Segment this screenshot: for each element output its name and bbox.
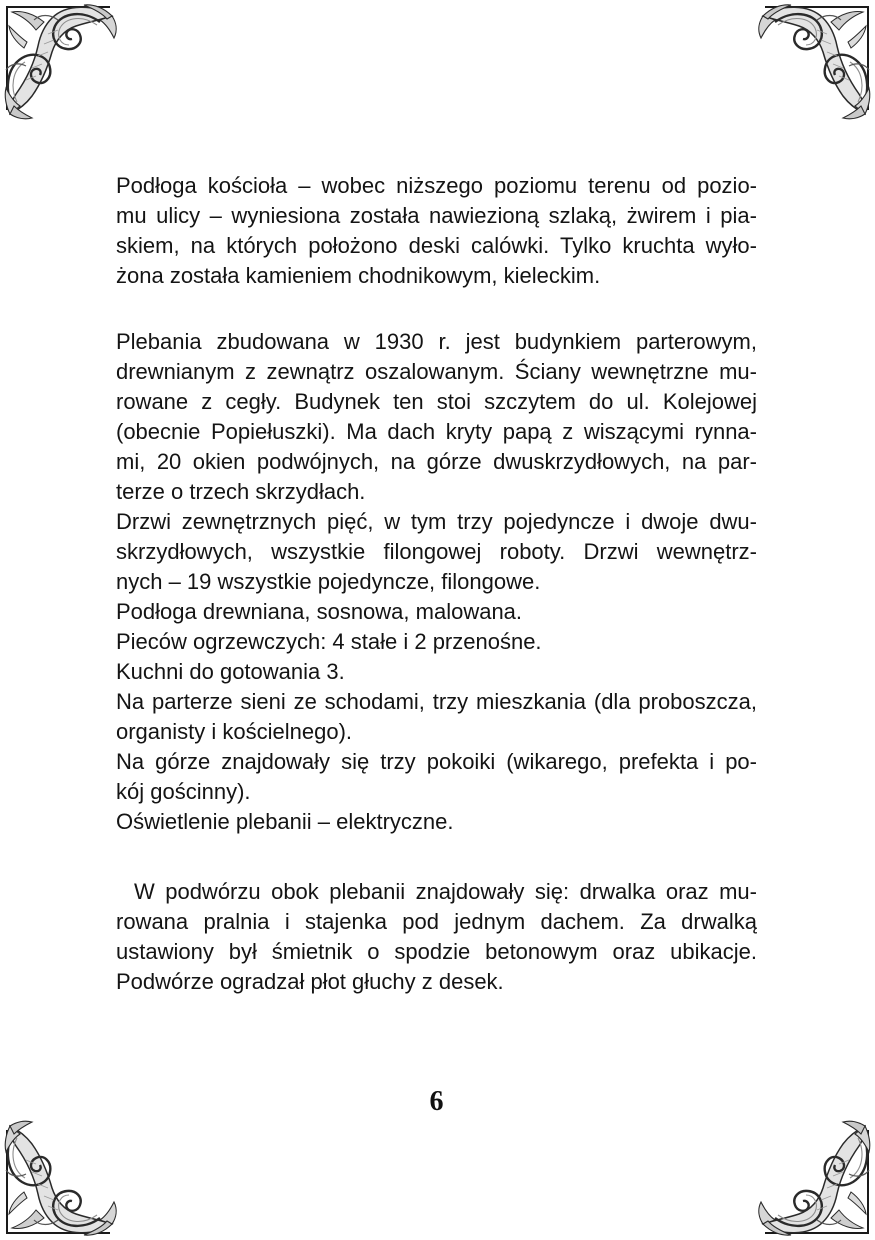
text-line: skrzydłowych, wszystkie filongowej roboty. Drzwi wewnętrz- bbox=[116, 539, 757, 564]
text-line: Na parterze sieni ze schodami, trzy mieszkania (dla proboszcza, bbox=[116, 689, 757, 714]
paragraph-floor bbox=[116, 171, 757, 291]
text-line: Na górze znajdowały się trzy pokoiki (wikarego, prefekta i po- bbox=[116, 749, 757, 774]
text-line: Drzwi zewnętrznych pięć, w tym trzy pojedyncze i dwoje dwu- bbox=[116, 509, 757, 534]
text-line: Pieców ogrzewczych: 4 stałe i 2 przenośne. bbox=[116, 629, 542, 654]
text-line: organisty i kościelnego). bbox=[116, 719, 353, 744]
text-line: nych – 19 wszystkie pojedyncze, filongowe. bbox=[116, 569, 541, 594]
text-line: terze o trzech skrzydłach. bbox=[116, 479, 366, 504]
paragraph-courtyard bbox=[116, 877, 757, 997]
text-line: Podłoga kościoła – wobec niższego poziomu terenu od pozio- bbox=[116, 173, 757, 198]
paragraph-upstairs bbox=[116, 747, 757, 807]
paragraph-lighting bbox=[116, 807, 757, 837]
text-line: rowana pralnia i stajenka pod jednym dachem. Za drwalką bbox=[116, 909, 757, 934]
text-line: mu ulicy – wyniesiona została nawiezioną szlaką, żwirem i pia- bbox=[116, 203, 757, 228]
paragraph-kitchens bbox=[116, 657, 757, 687]
text-line: Kuchni do gotowania 3. bbox=[116, 659, 345, 684]
corner-ornament-bottom-left-icon bbox=[0, 1108, 132, 1240]
corner-ornament-top-right-icon bbox=[743, 0, 875, 132]
paragraph-wood-floor bbox=[116, 597, 757, 627]
text-line: ustawiony był śmietnik o spodzie betonowym oraz ubikacje. bbox=[116, 939, 757, 964]
text-line: rowane z cegły. Budynek ten stoi szczytem do ul. Kolejowej bbox=[116, 389, 757, 414]
text-line: Plebania zbudowana w 1930 r. jest budynkiem parterowym, bbox=[116, 329, 757, 354]
paragraph-rectory bbox=[116, 327, 757, 507]
page-number: 6 bbox=[429, 1086, 444, 1117]
text-line: skiem, na których położono deski calówki. Tylko kruchta wyło- bbox=[116, 233, 757, 258]
text-line: (obecnie Popiełuszki). Ma dach kryty papą z wiszącymi rynna- bbox=[116, 419, 757, 444]
text-line: mi, 20 okien podwójnych, na górze dwuskrzydłowych, na par- bbox=[116, 449, 757, 474]
paragraph-ground-floor bbox=[116, 687, 757, 747]
text-line: żona została kamieniem chodnikowym, kieleckim. bbox=[116, 263, 601, 288]
text-line: kój gościnny). bbox=[116, 779, 251, 804]
paragraph-stoves bbox=[116, 627, 757, 657]
paragraph-doors bbox=[116, 507, 757, 597]
text-line: Oświetlenie plebanii – elektryczne. bbox=[116, 809, 454, 834]
text-line: W podwórzu obok plebanii znajdowały się: drwalka oraz mu- bbox=[134, 879, 757, 904]
corner-ornament-top-left-icon bbox=[0, 0, 132, 132]
corner-ornament-bottom-right-icon bbox=[743, 1108, 875, 1240]
text-line: Podłoga drewniana, sosnowa, malowana. bbox=[116, 599, 523, 624]
text-line: Podwórze ogradzał płot głuchy z desek. bbox=[116, 969, 504, 994]
text-line: drewnianym z zewnątrz oszalowanym. Ściany wewnętrzne mu- bbox=[116, 359, 757, 384]
page-body bbox=[116, 171, 757, 997]
